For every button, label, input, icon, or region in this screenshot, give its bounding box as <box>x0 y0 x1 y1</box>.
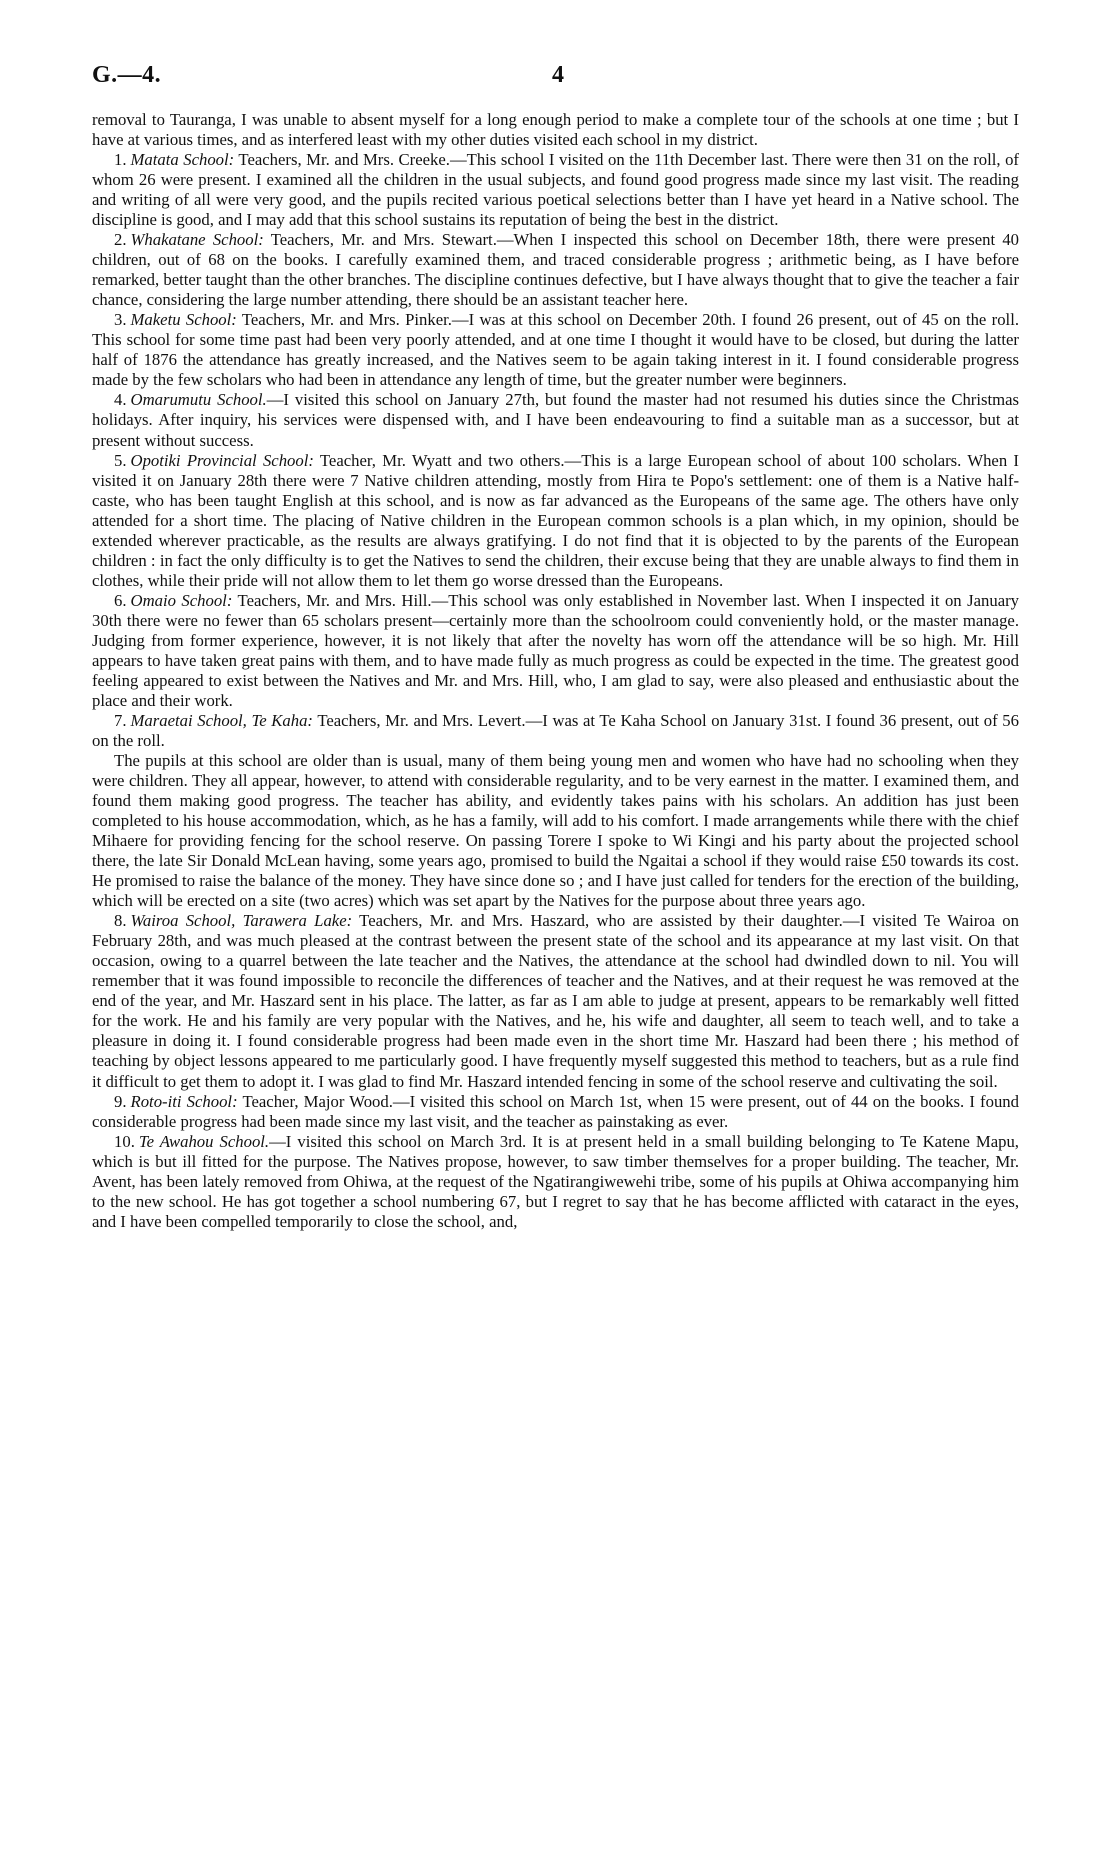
school-title: Roto-iti School: <box>130 1091 238 1111</box>
page-number: 4 <box>552 62 564 88</box>
paragraph-maraetai-continued: The pupils at this school are older than is usual, many of them being young men and women who have had no schooling when they were children. They all appear, however, to attend with considerable regularity, and to be very earnest in the matter. I examined them, and found them making good progress. The teacher has ability, and evidently takes pains with his scholars. An addition has just been completed to his house accommodation, which, as he has a family, will add to his comfort. I made arrangements while there with the chief Mihaere for providing fencing for the school reserve. On passing Torere I spoke to Wi Kingi and his party about the projected school there, the late Sir Donald McLean having, some years ago, promised to build the Ngaitai a school if they would raise £50 towards its cost. He promised to raise the balance of the money. They have since done so ; and I have just called for tenders for the erection of the building, which will be erected on a site (two acres) which was set apart by the Natives for the purpose about three years ago. <box>92 751 1019 911</box>
school-title: Whakatane School: <box>130 230 264 250</box>
paragraph-omaio: 6. Omaio School: Teachers, Mr. and Mrs. Hill.—This school was only established in November last. When I inspected it on January 30th there were no fewer than 65 scholars present—certainly more than the schoolroom could conveniently hold, or the master manage. Judging from former experience, however, it is not likely that after the novelty has worn off the attendance will be so high. Mr. Hill appears to have taken great pains with them, and to have made fully as much progress as could be expected in the time. The greatest good feeling appeared to exist between the Natives and Mr. and Mrs. Hill, who, I am glad to say, were also pleased and enthusiastic about the place and their work. <box>92 590 1020 710</box>
paragraph-roto-iti: 9. Roto-iti School: Teacher, Major Wood.—I visited this school on March 1st, when 15 were present, out of 44 on the books. I found considerable progress had been made since my last visit, and the teacher as painstaking as ever. <box>92 1091 1019 1131</box>
school-title: Maketu School: <box>130 310 237 330</box>
document-reference: G.—4. <box>92 62 162 88</box>
document-body <box>92 110 1019 1232</box>
paragraph-matata: 1. Matata School: Teachers, Mr. and Mrs. Creeke.—This school I visited on the 11th December last. There were then 31 on the roll, of whom 26 were present. I examined all the children in the usual subjects, and found good progress made since my last visit. The reading and writing of all were very good, and the pupils recited various poetical selections better than I have yet heard in a Native school. The discipline is good, and I may add that this school sustains its reputation of being the best in the district. <box>92 150 1019 230</box>
paragraph-intro: removal to Tauranga, I was unable to absent myself for a long enough period to make a complete tour of the schools at one time ; but I have at various times, and as interfered least with my other duties visited each school in my district. <box>92 110 1019 150</box>
paragraph-opotiki: 5. Opotiki Provincial School: Teacher, Mr. Wyatt and two others.—This is a large European school of about 100 scholars. When I visited it on January 28th there were 7 Native children attending, mostly from Hira te Popo's settlement: one of them is a Native half-caste, who has been taught English at this school, and is now as far advanced as the Europeans of the same age. The others have only attended for a short time. The placing of Native children in the European common schools is a plan which, in my opinion, should be extended wherever practicable, as the results are always gratifying. I do not find that it is objected to by the parents of the European children : in fact the only difficulty is to get the Natives to send the children, their excuse being that they are unable always to find them in clothes, while their pride will not allow them to let them go worse dressed than the Europeans. <box>92 450 1019 590</box>
paragraph-maketu: 3. Maketu School: Teachers, Mr. and Mrs. Pinker.—I was at this school on December 20th. I found 26 present, out of 45 on the roll. This school for some time past had been very poorly attended, and at one time I thought it would have to be closed, but during the latter half of 1876 the attendance has greatly increased, and the Natives seem to be again taking interest in it. I found considerable progress made by the few scholars who had been in attendance any length of time, but the greater number were beginners. <box>92 310 1019 390</box>
paragraph-wairoa: 8. Wairoa School, Tarawera Lake: Teachers, Mr. and Mrs. Haszard, who are assisted by their daughter.—I visited Te Wairoa on February 28th, and was much pleased at the contrast between the present state of the school and its appearance at my last visit. On that occasion, owing to a quarrel between the late teacher and the Natives, the attendance at the school had dwindled down to nil. You will remember that it was found impossible to reconcile the differences of teacher and the Natives, and at their request he was removed at the end of the year, and Mr. Haszard sent in his place. The latter, as far as I am able to judge at present, appears to be remarkably well fitted for the work. He and his family are very popular with the Natives, and he, his wife and daughter, all seem to teach well, and to take a pleasure in doing it. I found considerable progress had been made even in the short time Mr. Haszard had been there ; his method of teaching by object lessons appeared to me particularly good. I have frequently myself suggested this method to teachers, but as a rule find it difficult to get them to adopt it. I was glad to find Mr. Haszard intended fencing in some of the school reserve and cultivating the soil. <box>92 911 1019 1091</box>
school-title: Omaio School: <box>130 590 233 610</box>
paragraph-whakatane: 2. Whakatane School: Teachers, Mr. and Mrs. Stewart.—When I inspected this school on December 18th, there were present 40 children, out of 68 on the books. I carefully examined them, and traced considerable progress ; arithmetic being, as I have before remarked, better taught than the other branches. The discipline continues defective, but I have always thought that to give the teacher a fair chance, considering the large number attending, there should be an assistant teacher here. <box>92 230 1020 310</box>
school-title: Maraetai School, Te Kaha: <box>130 710 313 730</box>
school-title: Omarumutu School. <box>130 390 267 410</box>
page-header <box>92 62 1019 110</box>
school-title: Te Awahou School. <box>138 1131 270 1151</box>
paragraph-te-awahou: 10. Te Awahou School.—I visited this school on March 3rd. It is at present held in a small building belonging to Te Katene Mapu, which is but ill fitted for the purpose. The Natives propose, however, to saw timber themselves for a proper building. The teacher, Mr. Avent, has been lately removed from Ohiwa, at the request of the Ngatirangiwewehi tribe, some of his pupils at Ohiwa accompanying him to the new school. He has got together a school numbering 67, but I regret to say that he has become afflicted with cataract in the eyes, and I have been compelled temporarily to close the school, and, <box>92 1131 1019 1231</box>
school-title: Opotiki Provincial School: <box>130 450 314 470</box>
school-title: Wairoa School, Tarawera Lake: <box>130 911 353 931</box>
paragraph-omarumutu: 4. Omarumutu School.—I visited this school on January 27th, but found the master had not resumed his duties since the Christmas holidays. After inquiry, his services were dispensed with, and I have been endeavouring to find a suitable man as a successor, but at present without success. <box>92 390 1020 450</box>
school-title: Matata School: <box>130 150 235 170</box>
paragraph-maraetai: 7. Maraetai School, Te Kaha: Teachers, Mr. and Mrs. Levert.—I was at Te Kaha School on January 31st. I found 36 present, out of 56 on the roll. <box>92 710 1019 750</box>
